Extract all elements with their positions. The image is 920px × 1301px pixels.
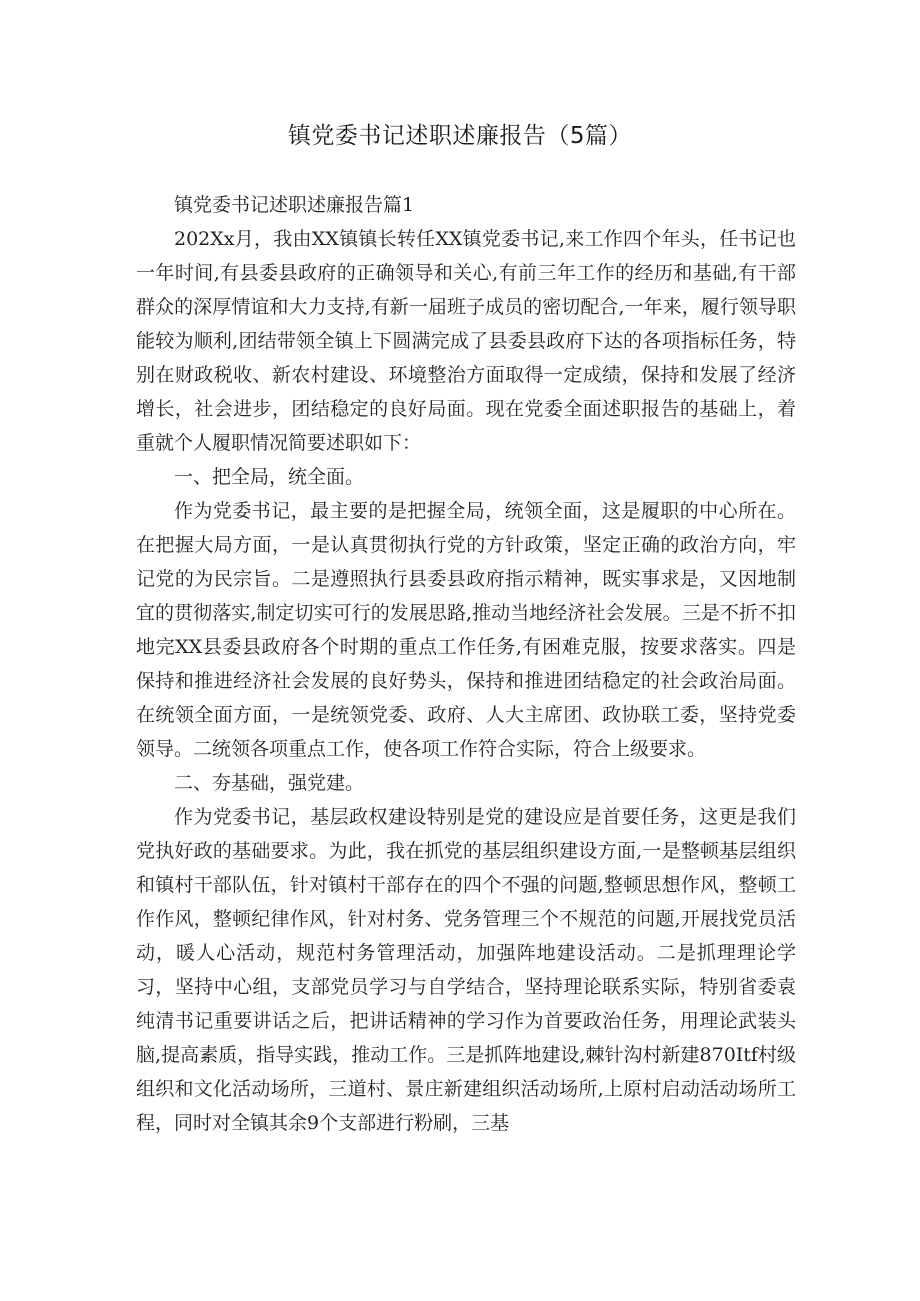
section-heading: 二、夯基础，强党建。: [174, 772, 365, 794]
document-title: 镇党委书记述职述廉报告（5篇）: [287, 123, 633, 149]
section-heading: 一、把全局，统全面。: [174, 466, 365, 488]
paragraph: 作为党委书记，基层政权建设特别是党的建设应是首要任务，这更是我们党执好政的基础要求。为此，我在抓党的基层组织建设方面,一是整顿基层组织和镇村干部队伍，针对镇村干部存在的四个不强的问题,整顿思想作风，整顿工作作风，整顿纪律作风，针对村务、党务管理三个不规范的问题,开展找党员活动，暖人心活动，规范村务管理活动，加强阵地建设活动。二是抓理理论学习，坚持中心组，支部党员学习与自学结合，坚持理论联系实际，特别省委袁纯清书记重要讲话之后，把讲话精神的学习作为首要政治任务，用理论武装头脑,提高素质，指导实践，推动工作。三是抓阵地建设,棘针沟村新建870Itf村级组织和文化活动场所，三道村、景庄新建组织活动场所,上原村启动活动场所工程，同时对全镇其余9个支部进行粉刷，三基: [136, 806, 796, 1134]
paragraph: 202Xx月，我由XX镇镇长转任XX镇党委书记,来工作四个年头，任书记也一年时间,有县委县政府的正确领导和关心,有前三年工作的经历和基础,有干部群众的深厚情谊和大力支持,有新一届班子成员的密切配合,一年来，履行领导职能较为顺利,团结带领全镇上下圆满完成了县委县政府下达的各项指标任务，特别在财政税收、新农村建设、环境整治方面取得一定成绩，保持和发展了经济增长，社会进步，团结稳定的良好局面。现在党委全面述职报告的基础上，着重就个人履职情况简要述职如下：: [136, 228, 796, 454]
document-body: [136, 188, 796, 1140]
paragraph: 作为党委书记，最主要的是把握全局，统领全面，这是履职的中心所在。在把握大局方面，一是认真贯彻执行党的方针政策，坚定正确的政治方向，牢记党的为民宗旨。二是遵照执行县委县政府指示精神，既实事求是，又因地制宜的贯彻落实,制定切实可行的发展思路,推动当地经济社会发展。三是不折不扣地完XX县委县政府各个时期的重点工作任务,有困难克服，按要求落实。四是保持和推进经济社会发展的良好势头，保持和推进团结稳定的社会政治局面。在统领全面方面，一是统领党委、政府、人大主席团、政协联工委，坚持党委领导。二统领各项重点工作，使各项工作符合实际，符合上级要求。: [136, 500, 796, 760]
section-heading: 镇党委书记述职述廉报告篇1: [174, 194, 415, 216]
